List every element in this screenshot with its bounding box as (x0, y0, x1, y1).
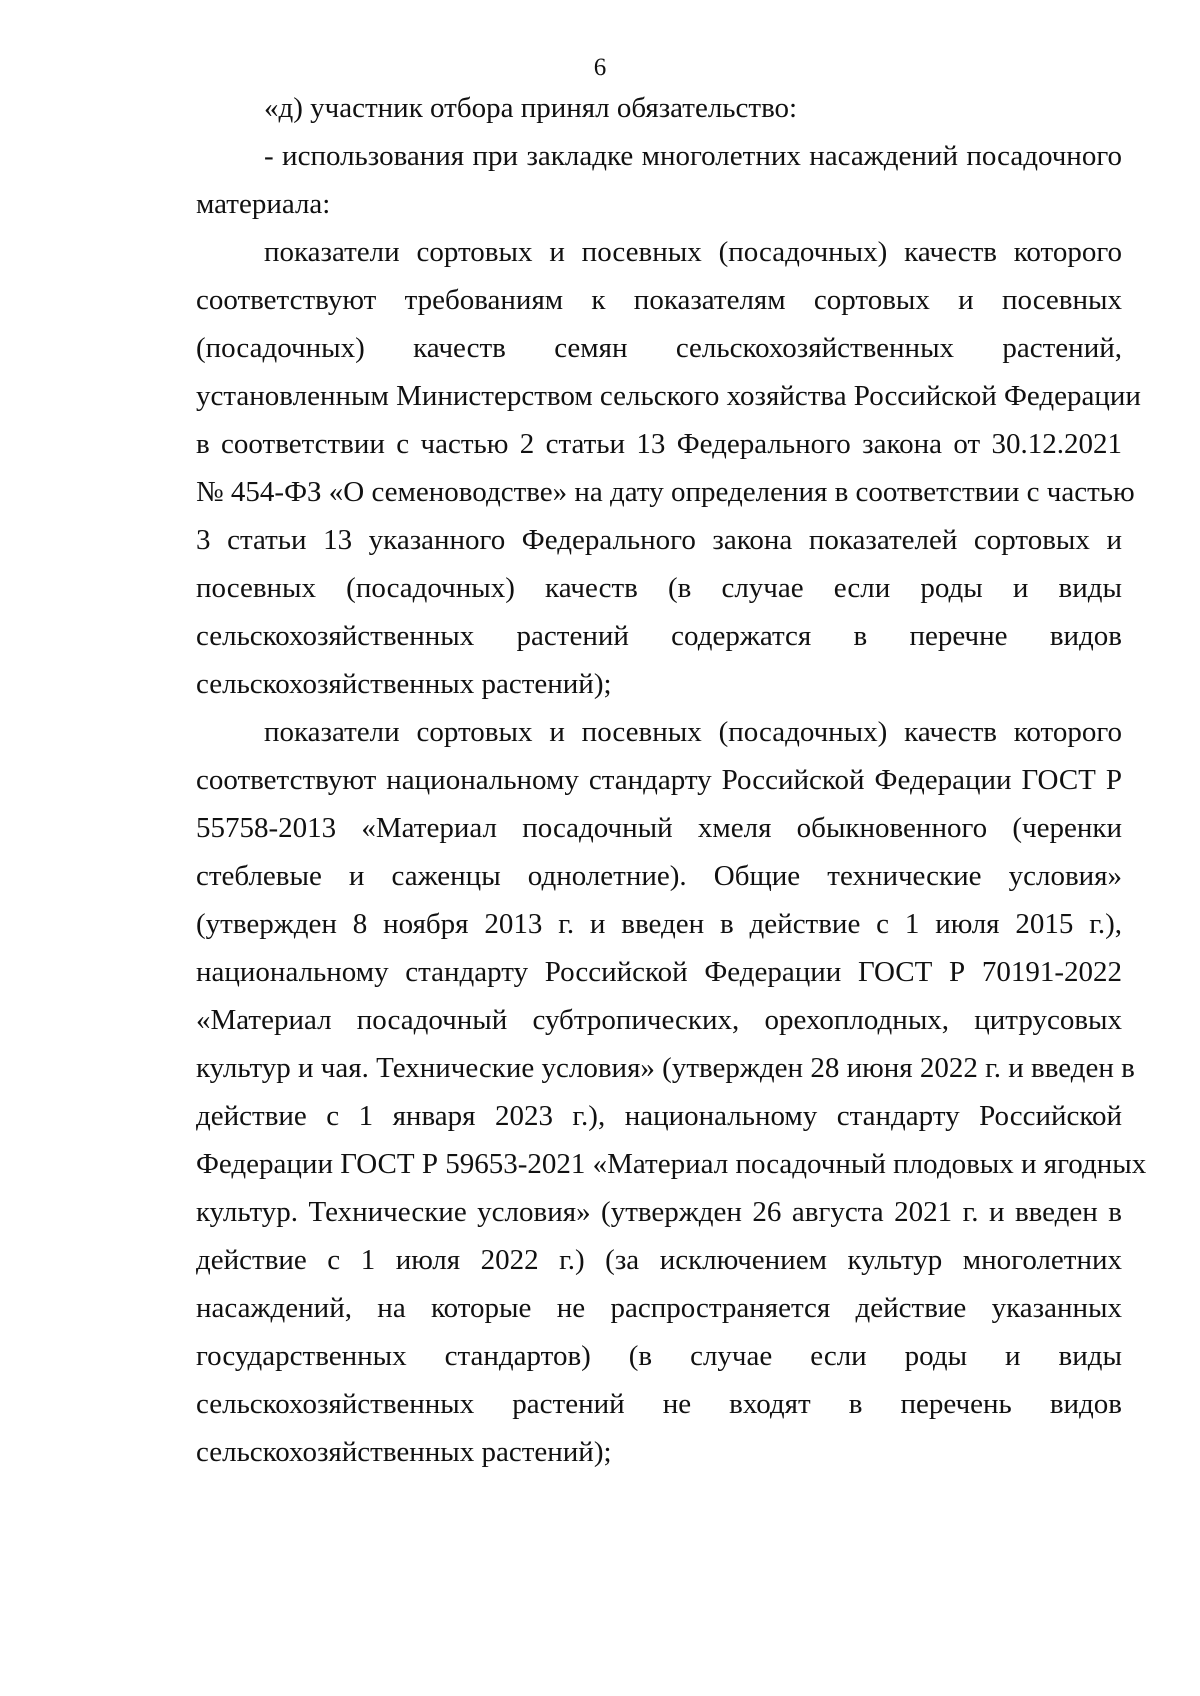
text-line: сельскохозяйственных растений не входят в перечень видов (196, 1388, 1122, 1420)
text-line: соответствуют требованиям к показателям сортовых и посевных (196, 284, 1122, 316)
text-line: культур и чая. Технические условия» (утвержден 28 июня 2022 г. и введен в (196, 1052, 1135, 1084)
text-line: 3 статьи 13 указанного Федерального закона показателей сортовых и (196, 524, 1122, 556)
text-line: посевных (посадочных) качеств (в случае если роды и виды (196, 572, 1122, 604)
text-line: (утвержден 8 ноября 2013 г. и введен в действие с 1 июля 2015 г.), (196, 908, 1122, 940)
text-line: Федерации ГОСТ Р 59653-2021 «Материал посадочный плодовых и ягодных (196, 1148, 1147, 1180)
text-line: - использования при закладке многолетних насаждений посадочного (264, 140, 1122, 172)
text-line: материала: (196, 188, 331, 220)
text-line: соответствуют национальному стандарту Российской Федерации ГОСТ Р (196, 764, 1122, 796)
text-line: (посадочных) качеств семян сельскохозяйственных растений, (196, 332, 1122, 364)
text-line: национальному стандарту Российской Федерации ГОСТ Р 70191-2022 (196, 956, 1122, 988)
text-line: действие с 1 января 2023 г.), национальному стандарту Российской (196, 1100, 1122, 1132)
text-line: установленным Министерством сельского хозяйства Российской Федерации (196, 380, 1141, 412)
text-line: «Материал посадочный субтропических, орехоплодных, цитрусовых (196, 1004, 1122, 1036)
text-line: 55758-2013 «Материал посадочный хмеля обыкновенного (черенки (196, 812, 1122, 844)
text-line: сельскохозяйственных растений); (196, 668, 612, 700)
page-number: 6 (593, 54, 607, 81)
text-line: «д) участник отбора принял обязательство: (264, 92, 798, 124)
text-line: действие с 1 июля 2022 г.) (за исключением культур многолетних (196, 1244, 1122, 1276)
text-line: насаждений, на которые не распространяется действие указанных (196, 1292, 1122, 1324)
text-line: № 454-ФЗ «О семеноводстве» на дату определения в соответствии с частью (196, 476, 1135, 508)
text-line: культур. Технические условия» (утвержден 26 августа 2021 г. и введен в (196, 1196, 1122, 1228)
text-line: сельскохозяйственных растений); (196, 1436, 612, 1468)
text-line: показатели сортовых и посевных (посадочных) качеств которого (264, 716, 1122, 748)
text-line: в соответствии с частью 2 статьи 13 Федерального закона от 30.12.2021 (196, 428, 1122, 460)
text-line: показатели сортовых и посевных (посадочных) качеств которого (264, 236, 1122, 268)
text-line: сельскохозяйственных растений содержатся в перечне видов (196, 620, 1122, 652)
text-line: стеблевые и саженцы однолетние). Общие технические условия» (196, 860, 1122, 892)
text-line: государственных стандартов) (в случае если роды и виды (196, 1340, 1122, 1372)
